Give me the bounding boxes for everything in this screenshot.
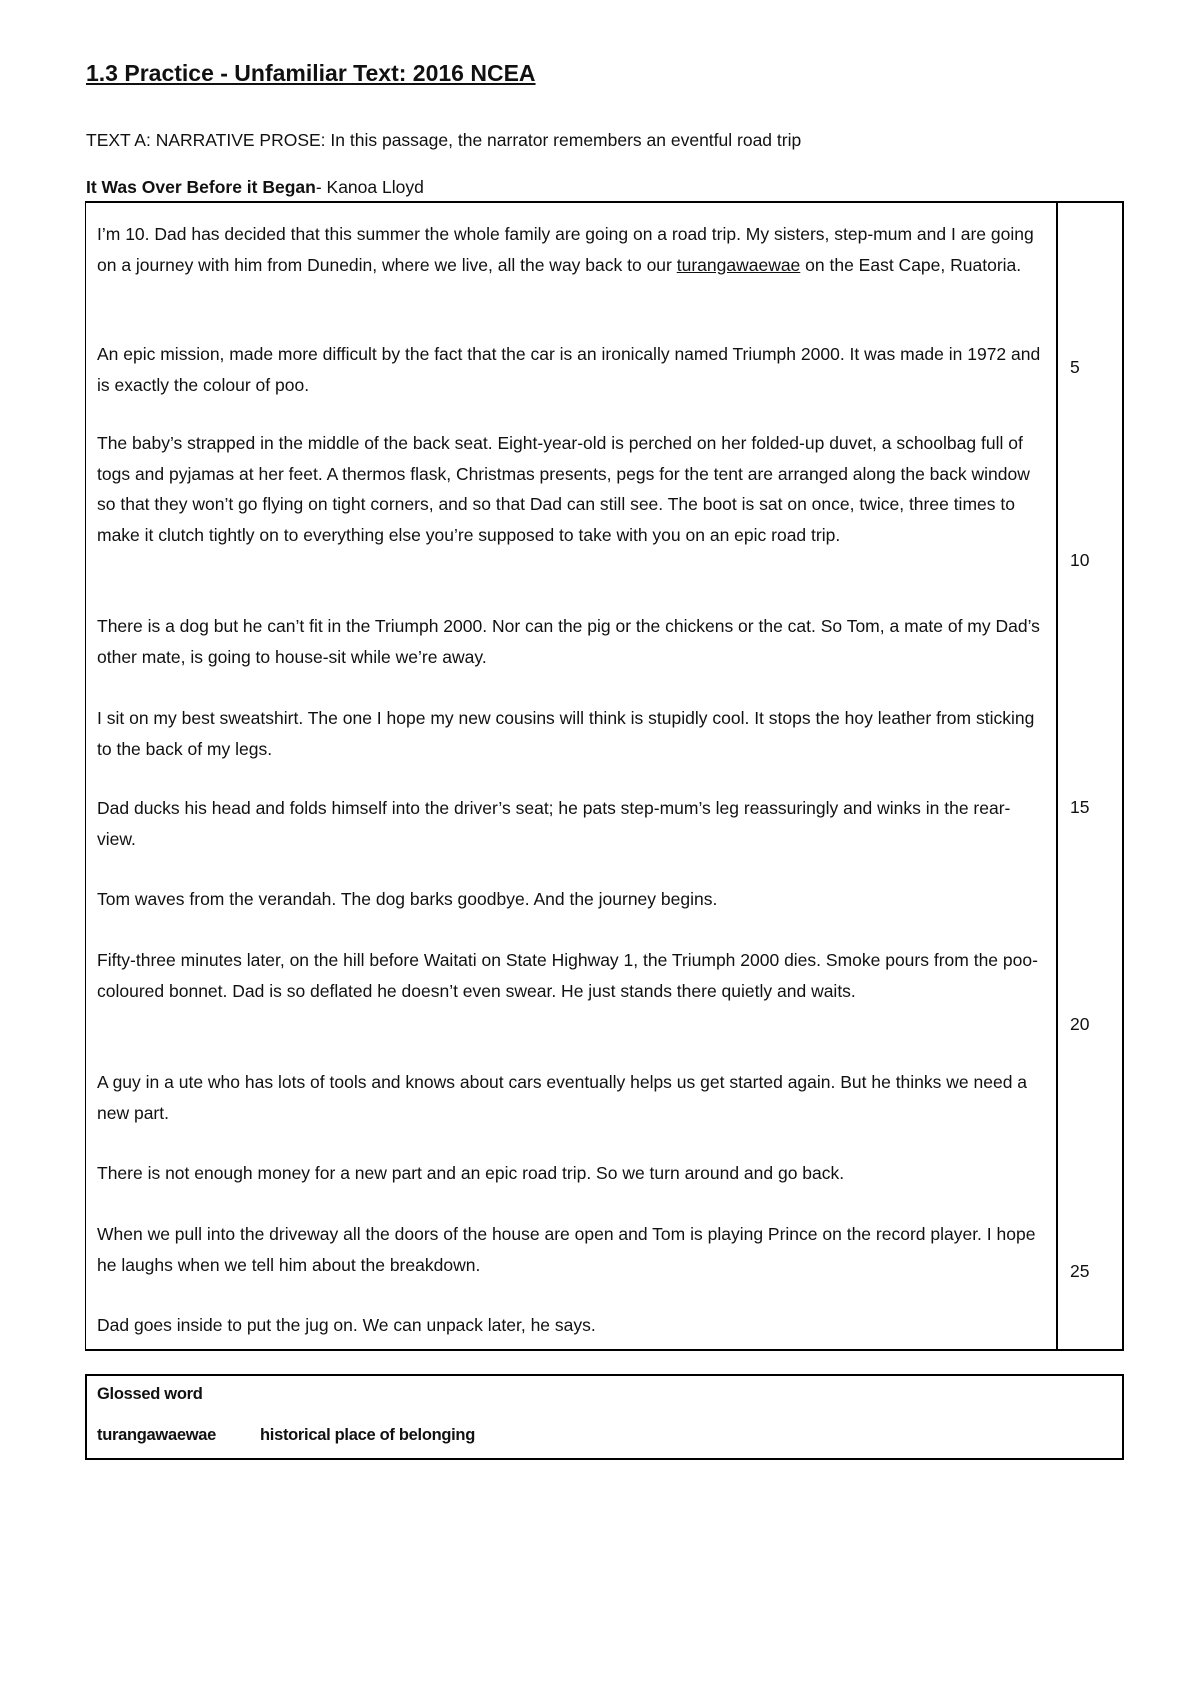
- passage-paragraph-5: I sit on my best sweatshirt. The one I hope my new cousins will think is stupidly cool. It stops the hoy leather from sticking to the back of my legs.: [97, 708, 1035, 759]
- passage-paragraph-1: [97, 219, 1047, 280]
- glossary-term: turangawaewae: [97, 1426, 216, 1444]
- passage-paragraph-11: When we pull into the driveway all the doors of the house are open and Tom is playing Prince on the record player. I hope he laughs when we tell him about the breakdown.: [97, 1224, 1036, 1275]
- line-number-5: 5: [1070, 357, 1080, 377]
- glossed-word: turangawaewae: [676, 254, 801, 275]
- passage-paragraph-10: There is not enough money for a new part and an epic road trip. So we turn around and go back.: [97, 1163, 845, 1183]
- passage-paragraph-4: There is a dog but he can’t fit in the Triumph 2000. Nor can the pig or the chickens or the cat. So Tom, a mate of my Dad’s other mate, is going to house-sit while we’re away.: [97, 616, 1040, 667]
- passage-paragraph-3: The baby’s strapped in the middle of the back seat. Eight-year-old is perched on her folded-up duvet, a schoolbag full of togs and pyjamas at her feet. A thermos flask, Christmas presents, pegs for the tent are arranged along the back window so that they won’t go flying on tight corners, and so that Dad can still see. The boot is sat on once, twice, three times to make it clutch tightly on to everything else you’re supposed to take with you on an epic road trip.: [97, 433, 1030, 545]
- page-title: 1.3 Practice - Unfamiliar Text: 2016 NCEA: [86, 60, 536, 86]
- line-number-25: 25: [1070, 1261, 1090, 1281]
- line-number-10: 10: [1070, 550, 1090, 570]
- passage-paragraph-8: Fifty-three minutes later, on the hill before Waitati on State Highway 1, the Triumph 2000 dies. Smoke pours from the poo-coloured bonnet. Dad is so deflated he doesn’t even swear. He just stands there quietly and waits.: [97, 950, 1038, 1001]
- line-number-20: 20: [1070, 1014, 1090, 1034]
- story-title: It Was Over Before it Began: [86, 177, 316, 197]
- passage-paragraph-2: An epic mission, made more difficult by the fact that the car is an ironically named Triumph 2000. It was made in 1972 and is exactly the colour of poo.: [97, 344, 1041, 395]
- line-number-divider: [1056, 201, 1058, 1351]
- story-byline: [86, 177, 424, 198]
- glossary-definition: historical place of belonging: [260, 1426, 475, 1444]
- glossary-box: [85, 1374, 1124, 1460]
- line-number-15: 15: [1070, 797, 1090, 817]
- passage-paragraph-6: Dad ducks his head and folds himself into the driver’s seat; he pats step-mum’s leg reassuringly and winks in the rear-view.: [97, 798, 1011, 849]
- glossary-heading: Glossed word: [97, 1385, 203, 1403]
- story-author: - Kanoa Lloyd: [315, 177, 424, 197]
- paragraph-1-text-after: on the East Cape, Ruatoria.: [800, 254, 1022, 275]
- text-subtitle: TEXT A: NARRATIVE PROSE: In this passage, the narrator remembers an eventful road trip: [86, 130, 802, 150]
- passage-paragraph-12: Dad goes inside to put the jug on. We can unpack later, he says.: [97, 1315, 596, 1335]
- passage-paragraph-9: A guy in a ute who has lots of tools and knows about cars eventually helps us get started again. But he thinks we need a new part.: [97, 1072, 1028, 1123]
- paragraph-1-text-before: I’m 10. Dad has decided that this summer the whole family are going on a road trip. My sisters, step-mum and I are going on a journey with him from Dunedin, where we live, all the way back to our: [97, 224, 1034, 275]
- passage-paragraph-7: Tom waves from the verandah. The dog barks goodbye. And the journey begins.: [97, 889, 718, 909]
